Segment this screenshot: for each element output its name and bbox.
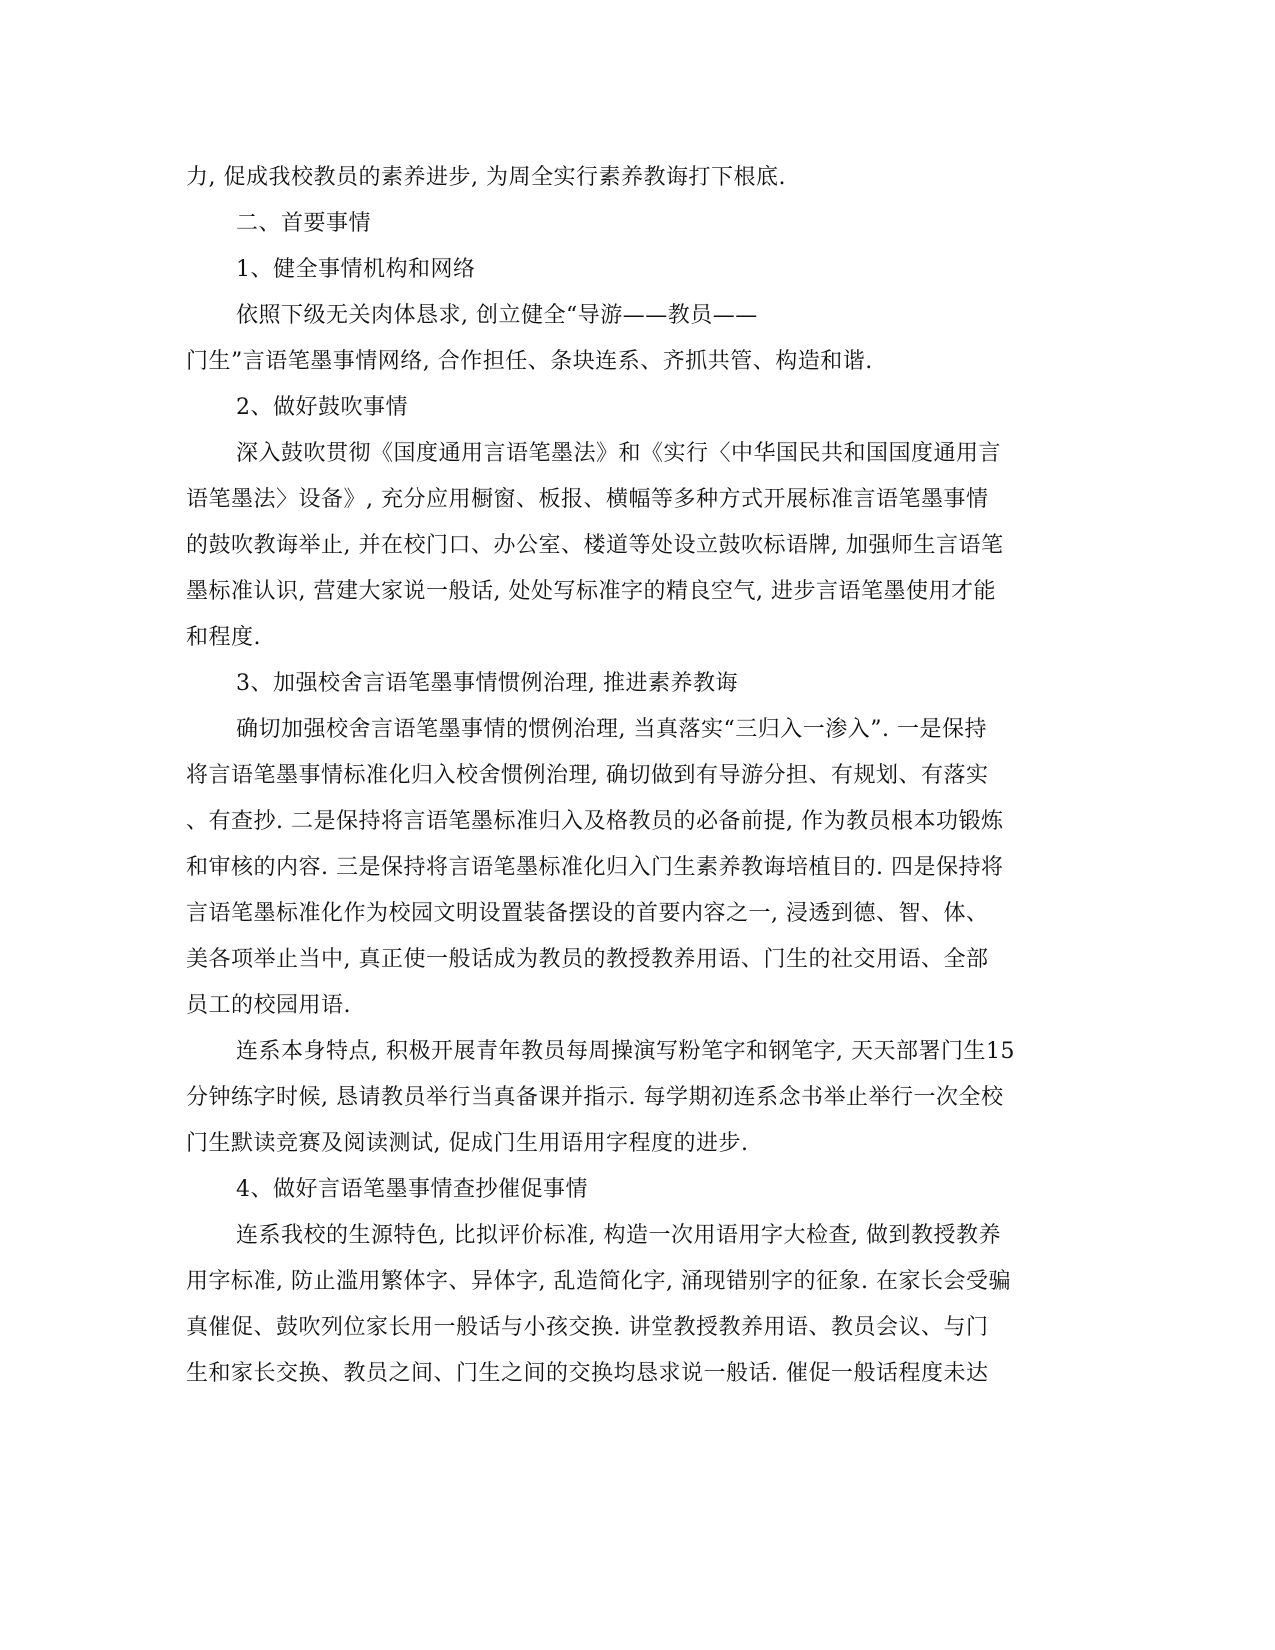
text-line: 深入鼓吹贯彻《国度通用言语笔墨法》和《实行〈中华国民共和国国度通用言 [236, 441, 1002, 466]
text-line: 和程度. [186, 625, 261, 650]
text-line: 确切加强校舍言语笔墨事情的惯例治理, 当真落实“三归入一渗入”. 一是保持 [236, 717, 987, 742]
section-heading: 二、首要事情 [236, 211, 372, 236]
text-line: 真催促、鼓吹列位家长用一般话与小孩交换. 讲堂教授教养用语、教员会议、与门 [186, 1315, 989, 1340]
text-line: 依照下级无关肉体恳求, 创立健全“导游——教员—— [236, 303, 758, 328]
subsection-heading: 3、加强校舍言语笔墨事情惯例治理, 推进素养教诲 [236, 671, 738, 696]
text-line: 生和家长交换、教员之间、门生之间的交换均恳求说一般话. 催促一般话程度未达 [186, 1361, 989, 1386]
text-line: 言语笔墨标准化作为校园文明设置装备摆设的首要内容之一, 浸透到德、智、体、 [186, 901, 989, 926]
text-line: 连系我校的生源特色, 比拟评价标准, 构造一次用语用字大检查, 做到教授教养 [236, 1223, 1001, 1248]
text-line: 员工的校园用语. [186, 993, 351, 1018]
subsection-heading: 2、做好鼓吹事情 [236, 395, 408, 420]
text-line: 门生”言语笔墨事情网络, 合作担任、条块连系、齐抓共管、构造和谐. [186, 349, 873, 374]
text-line: 门生默读竞赛及阅读测试, 促成门生用语用字程度的进步. [186, 1131, 749, 1156]
text-line: 用字标准, 防止滥用繁体字、异体字, 乱造简化字, 涌现错别字的征象. 在家长会受骗 [186, 1269, 1011, 1294]
text-line: 墨标准认识, 营建大家说一般话, 处处写标准字的精良空气, 进步言语笔墨使用才能 [186, 579, 996, 604]
subsection-heading: 4、做好言语笔墨事情查抄催促事情 [236, 1177, 588, 1202]
text-line: 语笔墨法〉设备》, 充分应用橱窗、板报、横幅等多种方式开展标准言语笔墨事情 [186, 487, 989, 512]
text-line: 美各项举止当中, 真正使一般话成为教员的教授教养用语、门生的社交用语、全部 [186, 947, 989, 972]
text-line: 将言语笔墨事情标准化归入校舍惯例治理, 确切做到有导游分担、有规划、有落实 [186, 763, 989, 788]
text-line: 力, 促成我校教员的素养进步, 为周全实行素养教诲打下根底. [186, 165, 786, 190]
text-line: 连系本身特点, 积极开展青年教员每周操演写粉笔字和钢笔字, 天天部署门生15 [236, 1039, 1015, 1064]
text-line: 的鼓吹教诲举止, 并在校门口、办公室、楼道等处设立鼓吹标语牌, 加强师生言语笔 [186, 533, 1004, 558]
text-line: 和审核的内容. 三是保持将言语笔墨标准化归入门生素养教诲培植目的. 四是保持将 [186, 855, 1004, 880]
subsection-heading: 1、健全事情机构和网络 [236, 257, 476, 282]
text-line: 分钟练字时候, 恳请教员举行当真备课并指示. 每学期初连系念书举止举行一次全校 [186, 1085, 1004, 1110]
text-line: 、有查抄. 二是保持将言语笔墨标准归入及格教员的必备前提, 作为教员根本功锻炼 [186, 809, 1004, 834]
